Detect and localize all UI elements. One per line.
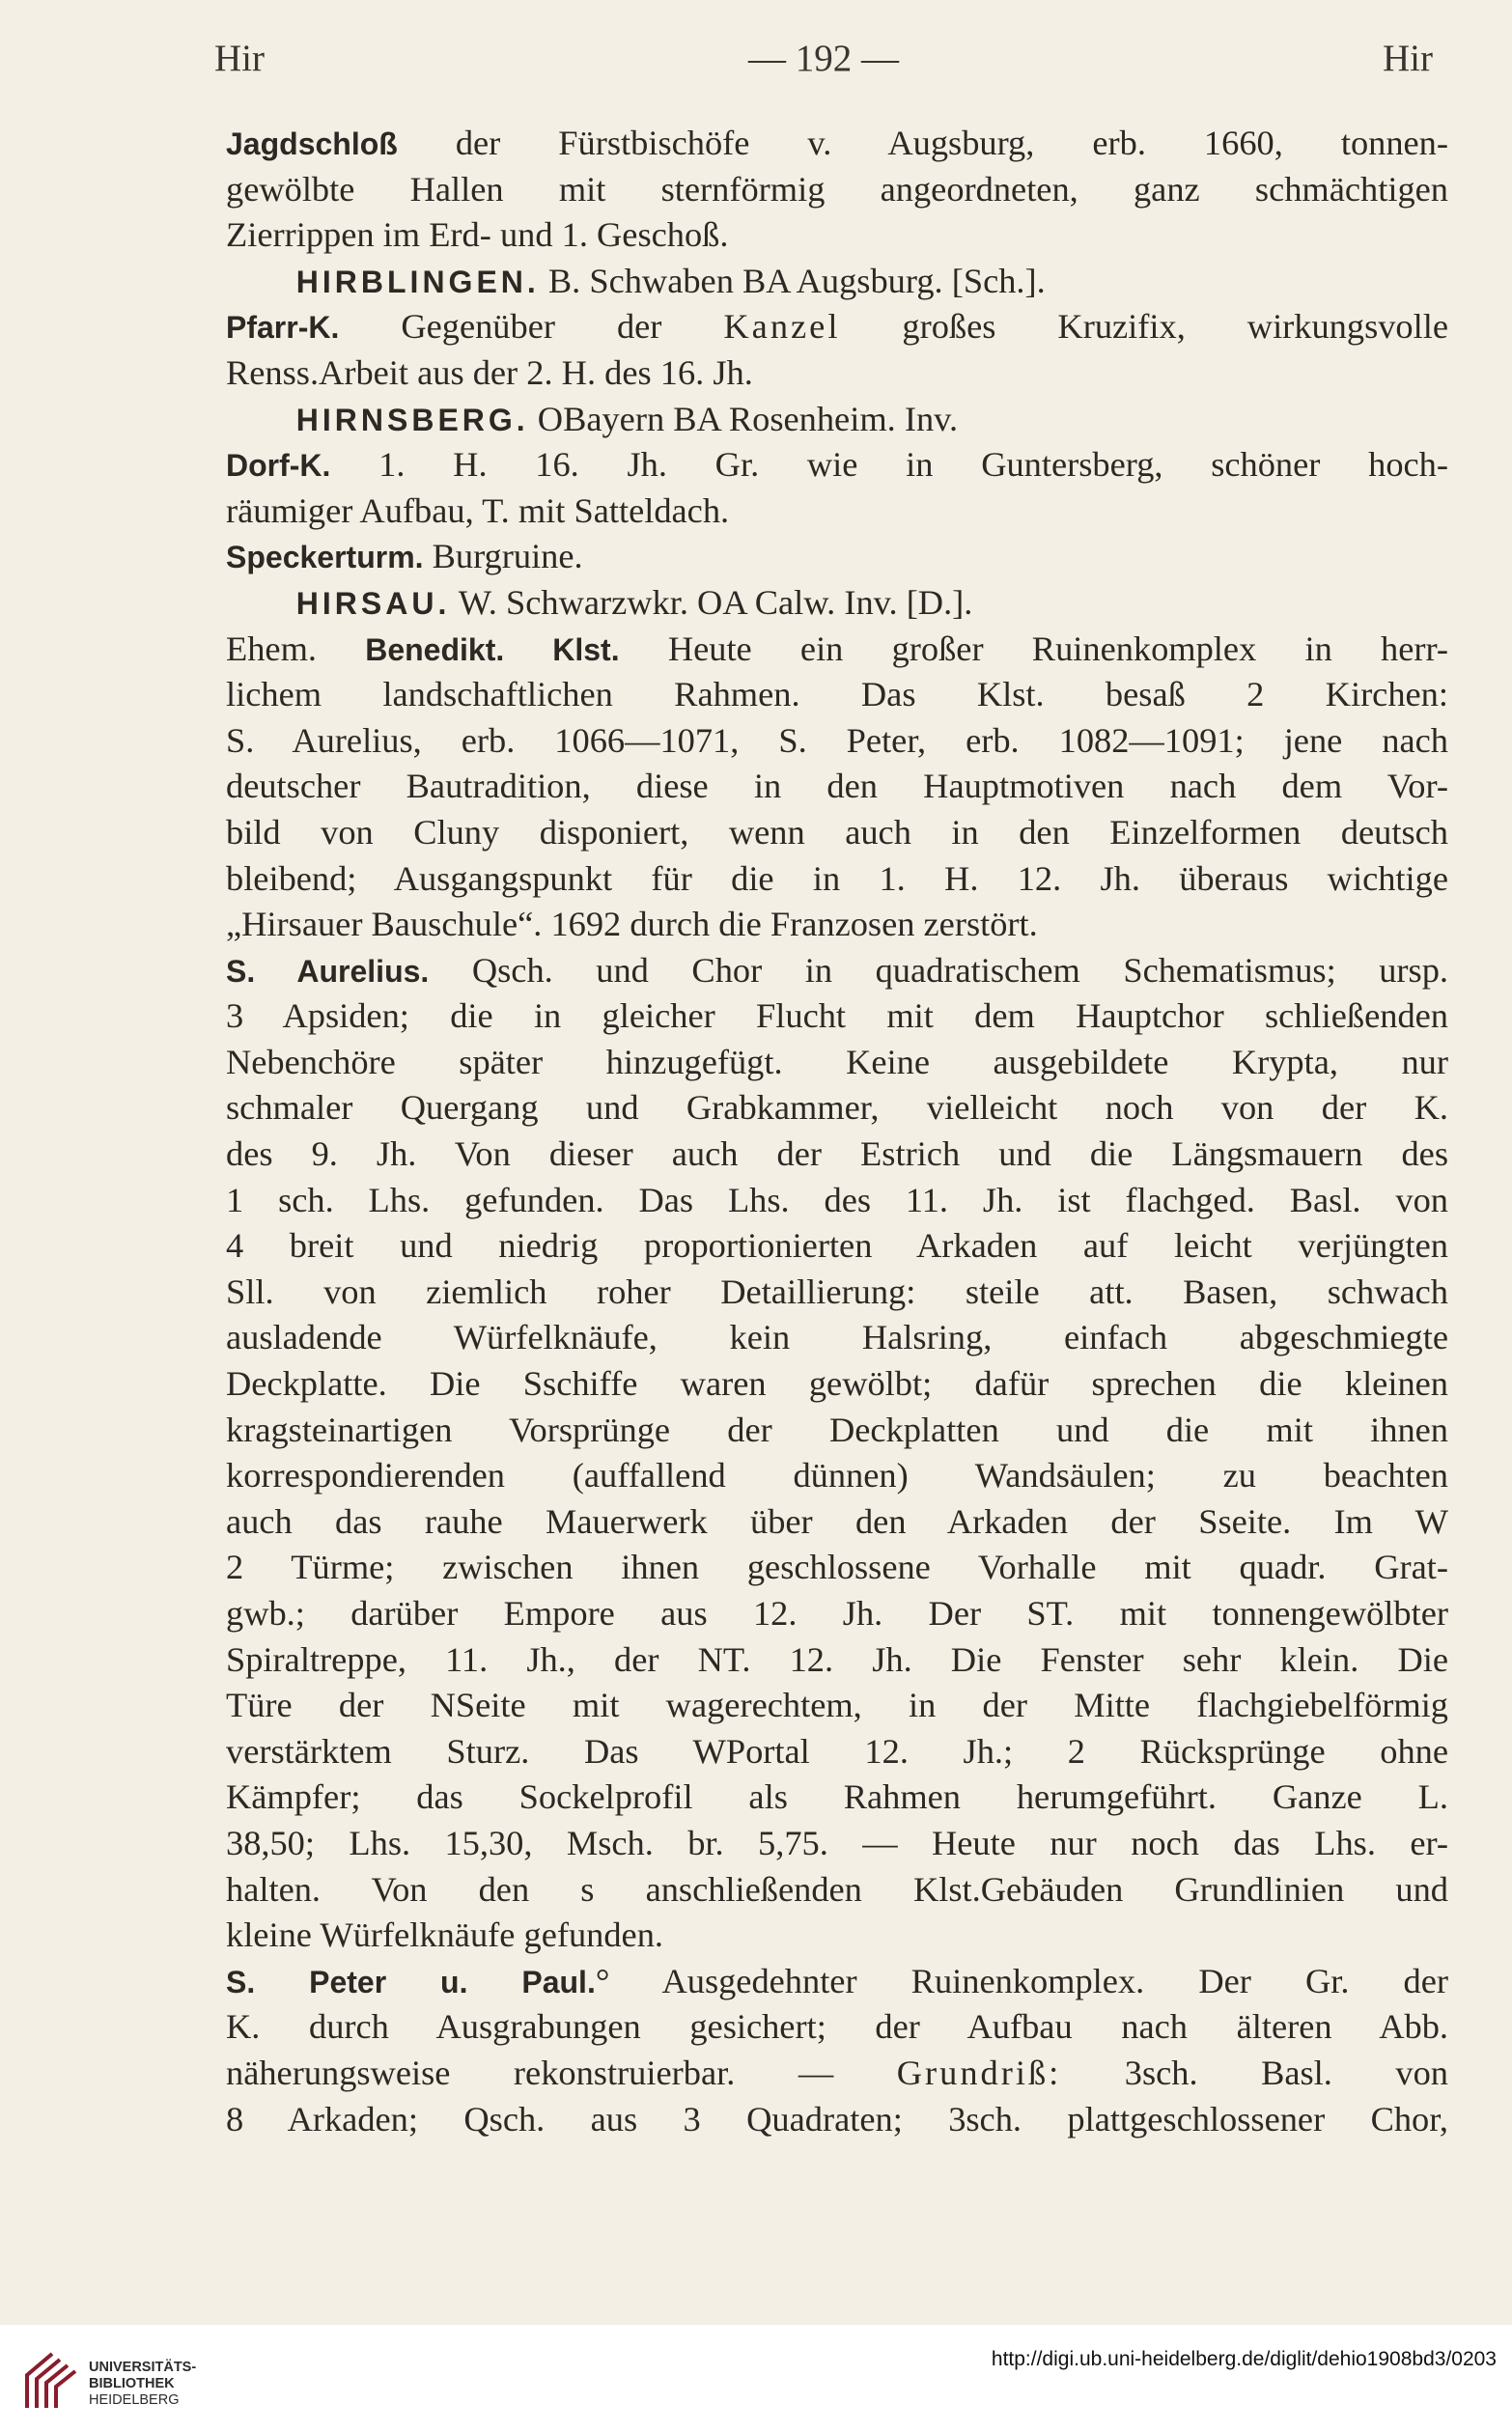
text-run: 1. H. 16. Jh. Gr. wie in Guntersberg, schöner hoch- — [330, 445, 1448, 485]
page-number: — 192 — — [748, 38, 899, 79]
entry-heading: Dorf-K. — [226, 448, 331, 484]
text-run: Qsch. und Chor in quadratischem Schematismus; ursp. — [429, 950, 1449, 990]
text-run — [226, 400, 296, 438]
entry-heading: Speckerturm. — [226, 540, 424, 575]
text-run: OBayern BA Rosenheim. Inv. — [528, 399, 959, 438]
text-run: deutscher Bautradition, diese in den Hauptmotiven nach dem Vor- — [226, 767, 1448, 806]
text-line — [226, 2004, 1448, 2051]
text-run — [226, 262, 296, 300]
text-line — [226, 1499, 1448, 1546]
library-name — [89, 2360, 196, 2409]
text-line — [226, 1361, 1448, 1408]
library-name-line-2: BIBLIOTHEK — [89, 2376, 175, 2391]
text-run: 3sch. Basl. von — [1061, 2053, 1448, 2092]
header-right: Hir — [1383, 38, 1433, 79]
source-url-link[interactable]: http://digi.ub.uni-heidelberg.de/diglit/dehio1908bd3/0203 — [991, 2348, 1497, 2370]
text-line — [226, 1270, 1448, 1316]
text-run: ° Ausgedehnter Ruinenkomplex. Der Gr. der — [595, 1961, 1449, 2000]
entry-heading: S. Aurelius. — [226, 953, 430, 989]
text-line — [226, 1040, 1448, 1086]
text-run: kleine Würfelknäufe gefunden. — [226, 1915, 663, 1955]
text-run: des 9. Jh. Von dieser auch der Estrich und die Längsmauern des — [226, 1134, 1448, 1174]
text-line — [226, 304, 1448, 350]
text-line — [226, 1821, 1448, 1867]
body-text — [226, 121, 1448, 2142]
text-run: halten. Von den s anschließenden Klst.Gebäuden Grundlinien und — [226, 1869, 1448, 1909]
text-line — [226, 1408, 1448, 1454]
text-run: B. Schwaben BA Augsburg. [Sch.]. — [539, 261, 1046, 300]
text-run: auch das rauhe Mauerwerk über den Arkaden der Sseite. Im W — [226, 1501, 1448, 1541]
text-run: S. Aurelius, erb. 1066—1071, S. Peter, erb. 1082—1091; jene nach — [226, 720, 1448, 760]
text-run: Spiraltreppe, 11. Jh., der NT. 12. Jh. Die Fenster sehr klein. Die — [226, 1639, 1448, 1679]
text-line — [226, 489, 1448, 535]
text-line — [226, 1453, 1448, 1499]
text-line — [226, 350, 1448, 397]
place-heading: HIRNSBERG. — [295, 402, 529, 437]
text-line — [226, 1591, 1448, 1637]
text-run: 38,50; Lhs. 15,30, Msch. br. 5,75. — Heute nur noch das Lhs. er- — [226, 1823, 1448, 1862]
text-line — [226, 1545, 1448, 1591]
text-run: Sll. von ziemlich roher Detaillierung: steile att. Basen, schwach — [226, 1272, 1448, 1311]
text-line — [226, 1913, 1448, 1959]
text-run: Heute ein großer Ruinenkomplex in herr- — [619, 629, 1448, 668]
text-line — [226, 1315, 1448, 1361]
text-line — [226, 902, 1448, 948]
entry-heading: S. Peter u. Paul. — [226, 1964, 596, 1999]
text-run: Grundriß: — [896, 2053, 1062, 2092]
text-run: „Hirsauer Bauschule“. 1692 durch die Franzosen zerstört. — [226, 905, 1038, 944]
text-line — [226, 627, 1448, 673]
text-run: Burgruine. — [423, 537, 583, 576]
place-heading: HIRSAU. — [295, 585, 451, 621]
text-run: korrespondierenden (auffallend dünnen) Wandsäulen; zu beachten — [226, 1456, 1448, 1496]
library-name-line-1: UNIVERSITÄTS- — [89, 2360, 197, 2375]
text-run: schmaler Quergang und Grabkammer, vielleicht noch von der K. — [226, 1088, 1448, 1128]
text-run: ausladende Würfelknäufe, kein Halsring, einfach abgeschmiegte — [226, 1318, 1448, 1357]
text-run — [226, 583, 296, 622]
text-run: gewölbte Hallen mit sternförmig angeordneten, ganz schmächtigen — [226, 169, 1448, 209]
library-logo-icon — [23, 2350, 83, 2412]
header-left: Hir — [214, 38, 265, 79]
text-run: Kämpfer; das Sockelprofil als Rahmen herumgeführt. Ganze L. — [226, 1777, 1448, 1817]
text-run: lichem landschaftlichen Rahmen. Das Klst. besaß 2 Kirchen: — [226, 675, 1448, 714]
text-line — [226, 580, 1448, 627]
running-header — [214, 37, 1433, 85]
text-line — [226, 1867, 1448, 1914]
footer-bar — [0, 2325, 1512, 2432]
text-run: gwb.; darüber Empore aus 12. Jh. Der ST. mit tonnengewölbter — [226, 1594, 1448, 1633]
text-run: Türe der NSeite mit wagerechtem, in der Mitte flachgiebelförmig — [226, 1686, 1448, 1725]
place-heading: HIRBLINGEN. — [295, 264, 540, 299]
text-run: 1 sch. Lhs. gefunden. Das Lhs. des 11. Jh. ist flachged. Basl. von — [226, 1180, 1448, 1219]
text-line — [226, 397, 1448, 443]
text-line — [226, 1775, 1448, 1821]
entry-heading: Benedikt. Klst. — [365, 631, 620, 667]
text-run: kragsteinartigen Vorsprünge der Deckplatten und die mit ihnen — [226, 1410, 1448, 1449]
text-run: bleibend; Ausgangspunkt für die in 1. H. 12. Jh. überaus wichtige — [226, 858, 1448, 898]
text-run: 2 Türme; zwischen ihnen geschlossene Vorhalle mit quadr. Grat- — [226, 1548, 1448, 1587]
text-run: Ehem. — [226, 629, 366, 668]
text-run: 4 breit und niedrig proportionierten Arkaden auf leicht verjüngten — [226, 1226, 1448, 1266]
text-line — [226, 948, 1448, 994]
text-line — [226, 1729, 1448, 1775]
text-run: der Fürstbischöfe v. Augsburg, erb. 1660, tonnen- — [397, 124, 1448, 162]
text-line — [226, 442, 1448, 489]
library-name-line-3: HEIDELBERG — [89, 2392, 180, 2408]
text-run: 3 Apsiden; die in gleicher Flucht mit dem Hauptchor schließenden — [226, 996, 1448, 1036]
entry-heading: Jagdschloß — [226, 126, 398, 161]
text-line — [226, 121, 1448, 167]
text-line — [226, 718, 1448, 765]
text-line — [226, 993, 1448, 1040]
text-run: bild von Cluny disponiert, wenn auch in den Einzelformen deutsch — [226, 812, 1448, 852]
text-line — [226, 672, 1448, 718]
text-run: Zierrippen im Erd- und 1. Geschoß. — [226, 215, 729, 255]
entry-heading: Pfarr-K. — [226, 310, 340, 346]
text-line — [226, 259, 1448, 305]
text-run: W. Schwarzwkr. OA Calw. Inv. [D.]. — [450, 582, 973, 622]
text-line — [226, 212, 1448, 259]
text-run: räumiger Aufbau, T. mit Satteldach. — [226, 490, 730, 530]
text-run: verstärktem Sturz. Das WPortal 12. Jh.; 2 Rücksprünge ohne — [226, 1731, 1448, 1771]
text-line — [226, 856, 1448, 903]
text-line — [226, 1132, 1448, 1178]
text-line — [226, 1683, 1448, 1729]
text-run: Kanzel — [723, 307, 841, 347]
text-line — [226, 534, 1448, 580]
text-line — [226, 2051, 1448, 2097]
text-line — [226, 764, 1448, 810]
text-line — [226, 1959, 1448, 2005]
text-run: Nebenchöre später hinzugefügt. Keine ausgebildete Krypta, nur — [226, 1042, 1448, 1081]
text-run: 8 Arkaden; Qsch. aus 3 Quadraten; 3sch. plattgeschlossener Chor, — [226, 2099, 1448, 2138]
text-line — [226, 167, 1448, 213]
text-run: K. durch Ausgrabungen gesichert; der Aufbau nach älteren Abb. — [226, 2007, 1448, 2047]
text-line — [226, 810, 1448, 856]
text-line — [226, 2097, 1448, 2143]
text-line — [226, 1637, 1448, 1684]
text-run: näherungsweise rekonstruierbar. — — [226, 2053, 897, 2092]
text-run: Gegenüber der — [339, 307, 724, 347]
text-run: Deckplatte. Die Sschiffe waren gewölbt; dafür sprechen die kleinen — [226, 1364, 1448, 1404]
text-run: Renss.Arbeit aus der 2. H. des 16. Jh. — [226, 352, 753, 392]
text-run: großes Kruzifix, wirkungsvolle — [840, 307, 1448, 347]
text-line — [226, 1223, 1448, 1270]
text-line — [226, 1178, 1448, 1224]
text-line — [226, 1085, 1448, 1132]
